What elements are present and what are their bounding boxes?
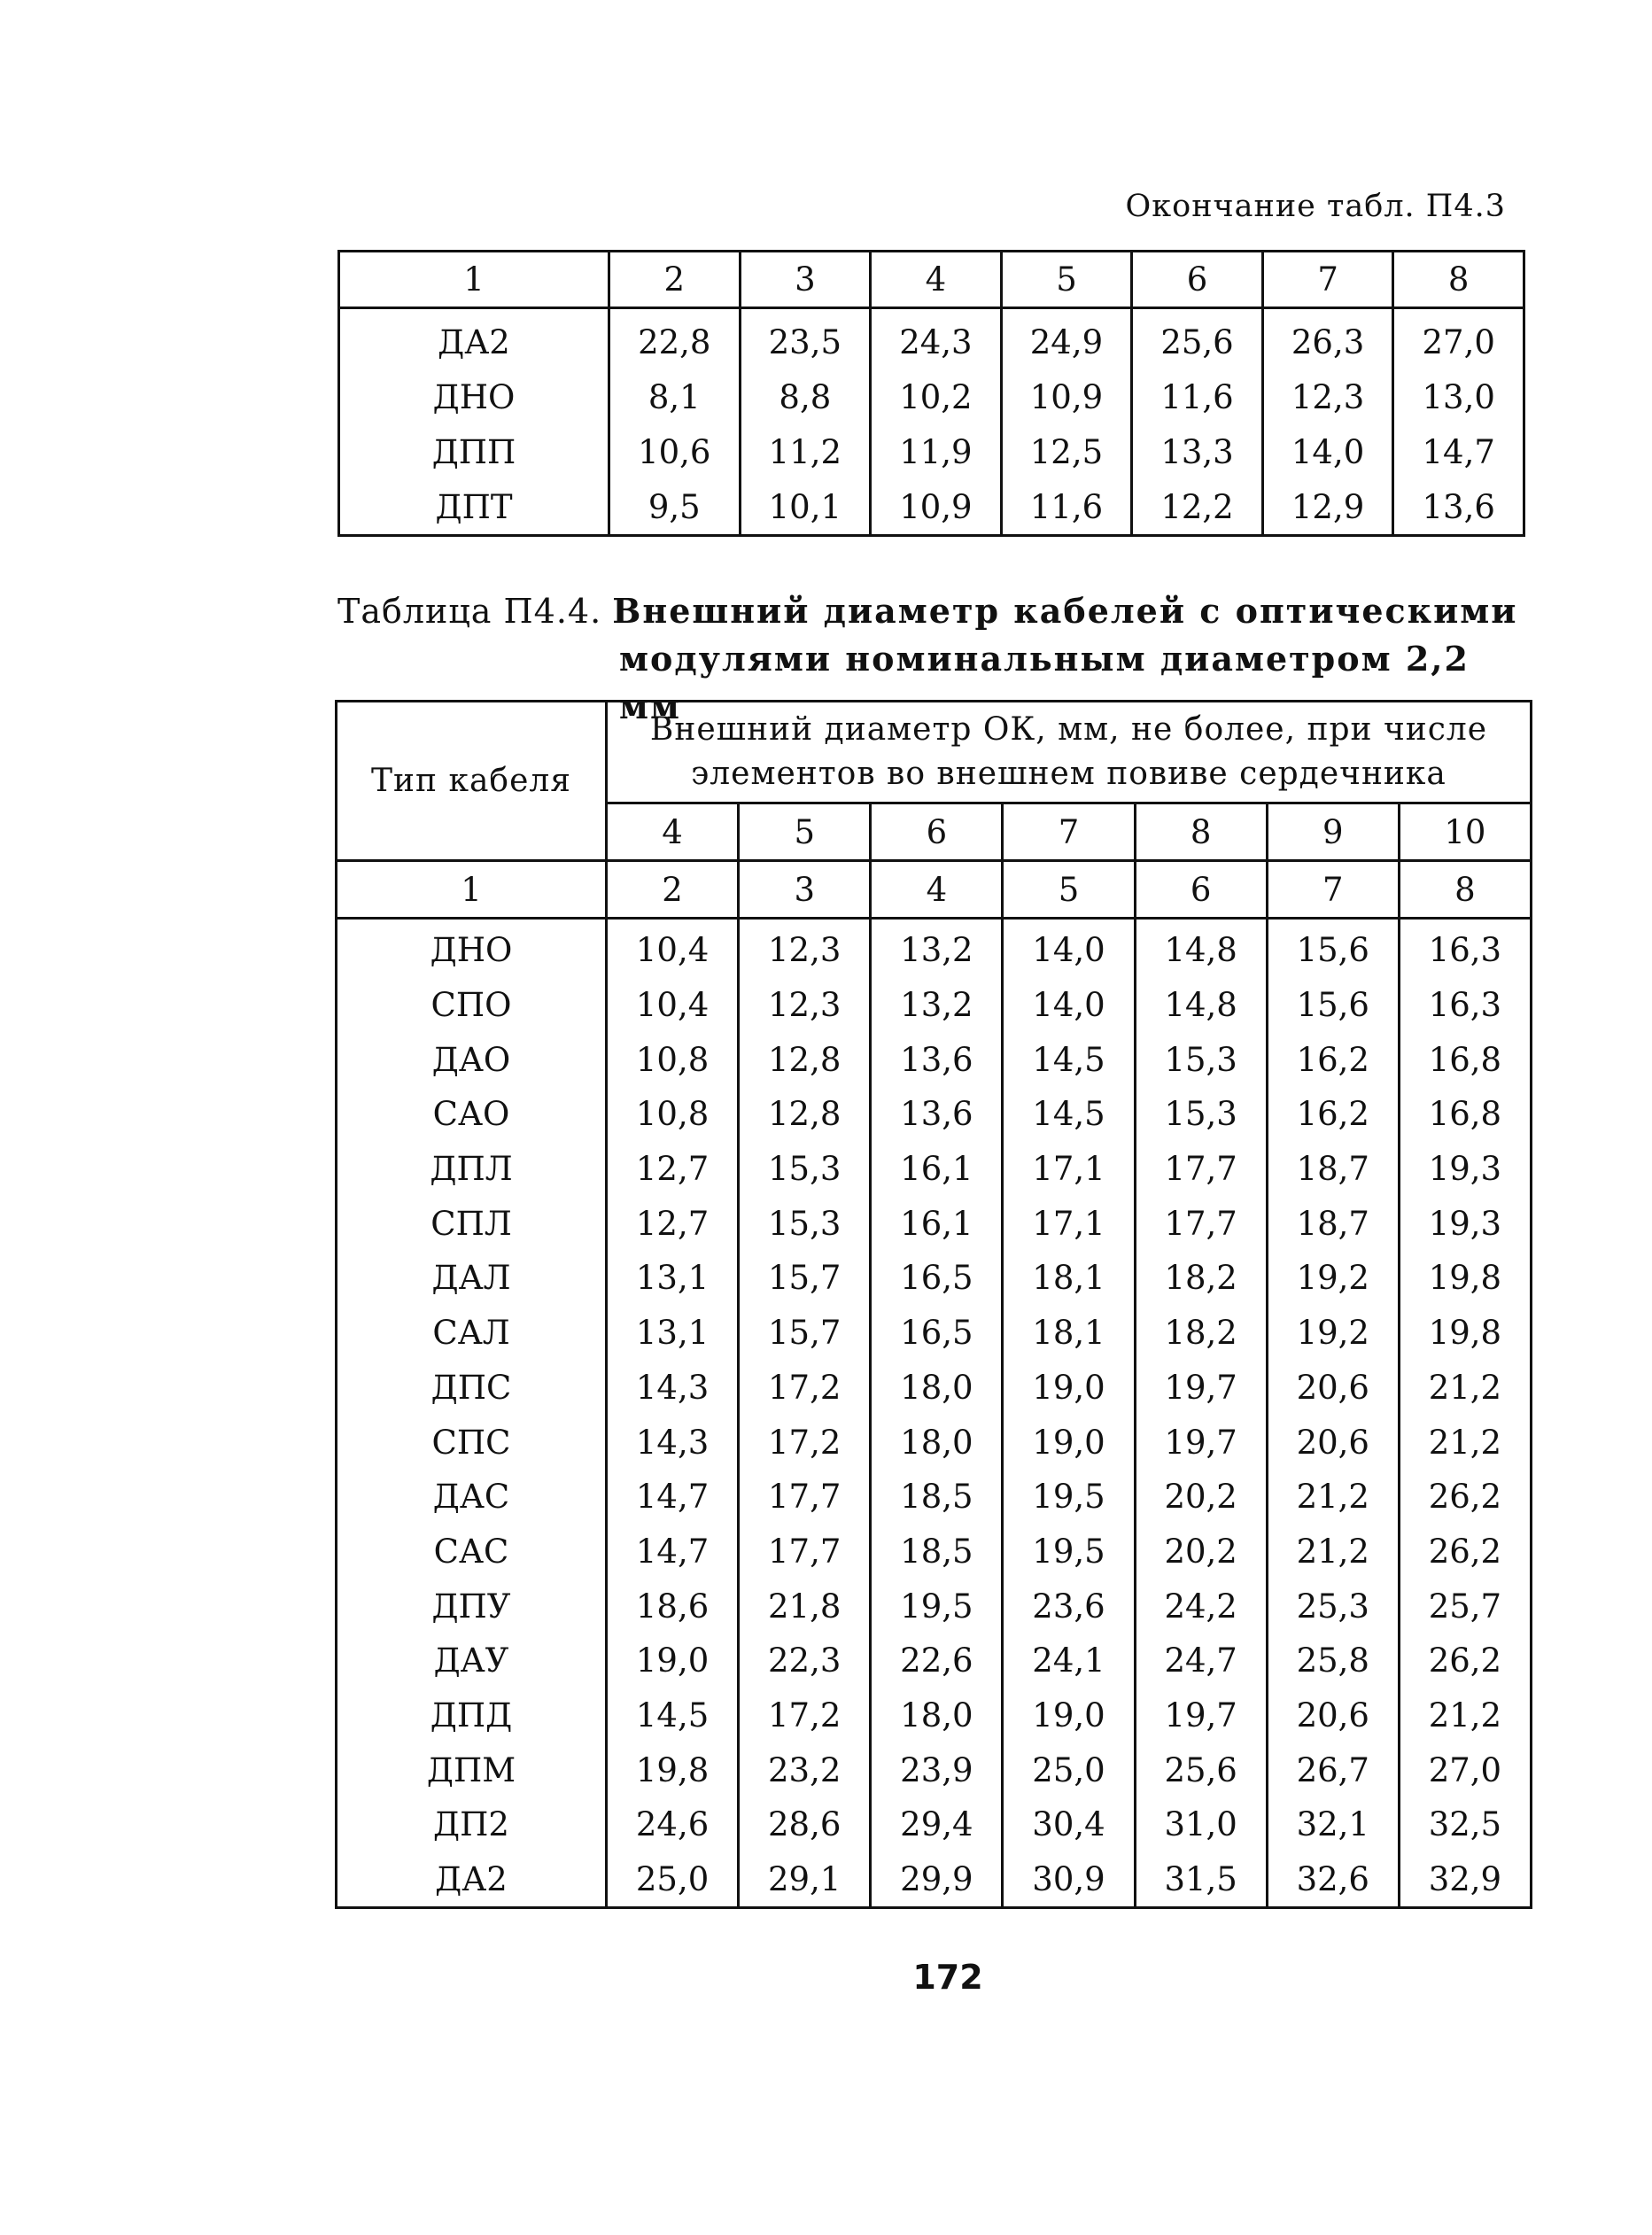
- diameter-cell: 8,8: [740, 369, 871, 424]
- diameter-cell: 14,7: [607, 1470, 739, 1525]
- diameter-cell: 19,2: [1267, 1251, 1399, 1306]
- table-row: [337, 919, 1532, 978]
- diameter-cell: 10,4: [607, 919, 739, 978]
- column-number: 1: [337, 861, 607, 919]
- cable-type-cell: САС: [337, 1525, 607, 1579]
- element-count: 5: [739, 803, 871, 861]
- diameter-cell: 22,6: [871, 1634, 1003, 1688]
- cable-type-cell: ДПТ: [339, 479, 609, 536]
- diameter-cell: 14,7: [607, 1525, 739, 1579]
- diameter-cell: 9,5: [609, 479, 741, 536]
- diameter-cell: 24,7: [1135, 1634, 1267, 1688]
- diameter-cell: 10,2: [871, 369, 1002, 424]
- diameter-cell: 25,7: [1399, 1579, 1531, 1634]
- table-row: [337, 1196, 1532, 1251]
- diameter-cell: 15,7: [739, 1306, 871, 1361]
- diameter-cell: 24,2: [1135, 1579, 1267, 1634]
- diameter-cell: 12,7: [607, 1196, 739, 1251]
- diameter-cell: 25,6: [1135, 1742, 1267, 1797]
- table-p4-4: [335, 700, 1532, 1909]
- diameter-cell: 12,2: [1132, 479, 1263, 536]
- diameter-cell: 23,2: [739, 1742, 871, 1797]
- element-count: 8: [1135, 803, 1267, 861]
- diameter-cell: 12,8: [739, 1032, 871, 1087]
- table-row: [337, 1579, 1532, 1634]
- diameter-cell: 24,3: [871, 308, 1002, 370]
- diameter-cell: 28,6: [739, 1797, 871, 1852]
- cable-type-cell: СПС: [337, 1415, 607, 1470]
- diameter-cell: 19,7: [1135, 1415, 1267, 1470]
- diameter-cell: 26,2: [1399, 1634, 1531, 1688]
- diameter-cell: 14,3: [607, 1361, 739, 1416]
- diameter-cell: 19,0: [1003, 1415, 1135, 1470]
- diameter-cell: 19,7: [1135, 1361, 1267, 1416]
- diameter-cell: 16,2: [1267, 1032, 1399, 1087]
- table-p4-3-end: [337, 250, 1525, 537]
- diameter-cell: 12,9: [1262, 479, 1393, 536]
- diameter-cell: 11,6: [1001, 479, 1132, 536]
- diameter-cell: 15,3: [1135, 1032, 1267, 1087]
- diameter-cell: 10,6: [609, 424, 741, 479]
- diameter-cell: 10,1: [740, 479, 871, 536]
- cable-type-cell: ДА2: [339, 308, 609, 370]
- diameter-cell: 11,6: [1132, 369, 1263, 424]
- diameter-cell: 14,7: [1393, 424, 1524, 479]
- diameter-cell: 17,7: [1135, 1142, 1267, 1197]
- diameter-cell: 13,3: [1132, 424, 1263, 479]
- diameter-cell: 17,1: [1003, 1196, 1135, 1251]
- diameter-cell: 12,3: [739, 919, 871, 978]
- diameter-cell: 18,0: [871, 1415, 1003, 1470]
- table-row: [337, 1634, 1532, 1688]
- diameter-cell: 12,5: [1001, 424, 1132, 479]
- diameter-cell: 23,5: [740, 308, 871, 370]
- table-row: [337, 1415, 1532, 1470]
- column-number: 7: [1267, 861, 1399, 919]
- diameter-cell: 29,1: [739, 1852, 871, 1908]
- diameter-cell: 16,3: [1399, 919, 1531, 978]
- cable-type-cell: СПЛ: [337, 1196, 607, 1251]
- diameter-cell: 18,0: [871, 1361, 1003, 1416]
- column-number: 5: [1001, 252, 1132, 308]
- diameter-cell: 32,5: [1399, 1797, 1531, 1852]
- column-number: 3: [739, 861, 871, 919]
- diameter-cell: 16,8: [1399, 1032, 1531, 1087]
- diameter-cell: 15,6: [1267, 919, 1399, 978]
- column-number: 2: [609, 252, 741, 308]
- diameter-cell: 32,1: [1267, 1797, 1399, 1852]
- diameter-cell: 24,6: [607, 1797, 739, 1852]
- table-row: [337, 1852, 1532, 1908]
- cable-type-cell: ДНО: [337, 919, 607, 978]
- diameter-cell: 29,4: [871, 1797, 1003, 1852]
- element-count: 6: [871, 803, 1003, 861]
- table-row: [337, 1361, 1532, 1416]
- diameter-cell: 18,7: [1267, 1196, 1399, 1251]
- diameter-cell: 19,3: [1399, 1196, 1531, 1251]
- diameter-cell: 22,3: [739, 1634, 871, 1688]
- diameter-cell: 23,9: [871, 1742, 1003, 1797]
- diameter-cell: 26,2: [1399, 1525, 1531, 1579]
- table-row: [337, 1797, 1532, 1852]
- diameter-cell: 13,6: [1393, 479, 1524, 536]
- diameter-cell: 23,6: [1003, 1579, 1135, 1634]
- diameter-cell: 18,1: [1003, 1251, 1135, 1306]
- cable-type-cell: ДПМ: [337, 1742, 607, 1797]
- diameter-cell: 13,0: [1393, 369, 1524, 424]
- diameter-cell: 12,3: [1262, 369, 1393, 424]
- diameter-cell: 11,9: [871, 424, 1002, 479]
- cable-type-cell: САО: [337, 1087, 607, 1142]
- diameter-cell: 29,9: [871, 1852, 1003, 1908]
- diameter-cell: 18,5: [871, 1470, 1003, 1525]
- table-row: [337, 1470, 1532, 1525]
- cable-type-cell: ДНО: [339, 369, 609, 424]
- diameter-cell: 19,8: [1399, 1306, 1531, 1361]
- diameter-cell: 30,4: [1003, 1797, 1135, 1852]
- diameter-cell: 32,9: [1399, 1852, 1531, 1908]
- table-row: [337, 1742, 1532, 1797]
- diameter-cell: 19,0: [1003, 1361, 1135, 1416]
- diameter-cell: 12,8: [739, 1087, 871, 1142]
- diameter-cell: 19,5: [871, 1579, 1003, 1634]
- column-number: 6: [1132, 252, 1263, 308]
- table-continuation-label: Окончание табл. П4.3: [1125, 189, 1506, 224]
- column-number: 2: [607, 861, 739, 919]
- diameter-cell: 16,8: [1399, 1087, 1531, 1142]
- cable-type-cell: ДПЛ: [337, 1142, 607, 1197]
- diameter-cell: 12,7: [607, 1142, 739, 1197]
- diameter-cell: 25,6: [1132, 308, 1263, 370]
- table-row: [337, 1306, 1532, 1361]
- table-row: [337, 1087, 1532, 1142]
- diameter-cell: 31,0: [1135, 1797, 1267, 1852]
- diameter-cell: 19,3: [1399, 1142, 1531, 1197]
- table-row: [337, 1525, 1532, 1579]
- diameter-cell: 15,3: [739, 1142, 871, 1197]
- diameter-cell: 14,0: [1003, 978, 1135, 1033]
- diameter-cell: 14,5: [607, 1688, 739, 1743]
- diameter-cell: 26,7: [1267, 1742, 1399, 1797]
- diameter-cell: 20,2: [1135, 1470, 1267, 1525]
- diameter-cell: 13,6: [871, 1087, 1003, 1142]
- column-header-outer-diameter: Внешний диаметр ОК, мм, не более, при числе элементов во внешнем повиве сердечника: [607, 702, 1532, 803]
- cable-type-cell: ДПС: [337, 1361, 607, 1416]
- diameter-cell: 27,0: [1399, 1742, 1531, 1797]
- cable-type-cell: ДП2: [337, 1797, 607, 1852]
- diameter-cell: 20,6: [1267, 1415, 1399, 1470]
- diameter-cell: 13,1: [607, 1306, 739, 1361]
- column-number: 8: [1393, 252, 1524, 308]
- diameter-cell: 17,1: [1003, 1142, 1135, 1197]
- diameter-cell: 20,6: [1267, 1361, 1399, 1416]
- diameter-cell: 21,2: [1267, 1525, 1399, 1579]
- diameter-cell: 14,8: [1135, 978, 1267, 1033]
- column-header-cable-type: Тип кабеля: [337, 702, 607, 861]
- element-count: 4: [607, 803, 739, 861]
- diameter-cell: 24,1: [1003, 1634, 1135, 1688]
- table-row: [337, 1032, 1532, 1087]
- diameter-cell: 14,5: [1003, 1032, 1135, 1087]
- diameter-cell: 25,8: [1267, 1634, 1399, 1688]
- diameter-cell: 25,0: [1003, 1742, 1135, 1797]
- cable-type-cell: ДАЛ: [337, 1251, 607, 1306]
- diameter-cell: 17,2: [739, 1688, 871, 1743]
- cable-type-cell: ДПД: [337, 1688, 607, 1743]
- diameter-cell: 26,2: [1399, 1470, 1531, 1525]
- cable-type-cell: ДАО: [337, 1032, 607, 1087]
- cable-type-cell: СПО: [337, 978, 607, 1033]
- diameter-cell: 13,2: [871, 919, 1003, 978]
- column-number: 5: [1003, 861, 1135, 919]
- cable-type-cell: ДПУ: [337, 1579, 607, 1634]
- diameter-cell: 20,6: [1267, 1688, 1399, 1743]
- cable-type-cell: ДПП: [339, 424, 609, 479]
- diameter-cell: 10,4: [607, 978, 739, 1033]
- diameter-cell: 21,2: [1267, 1470, 1399, 1525]
- diameter-cell: 13,2: [871, 978, 1003, 1033]
- diameter-cell: 17,2: [739, 1361, 871, 1416]
- diameter-cell: 18,1: [1003, 1306, 1135, 1361]
- diameter-cell: 20,2: [1135, 1525, 1267, 1579]
- diameter-cell: 17,2: [739, 1415, 871, 1470]
- column-number: 6: [1135, 861, 1267, 919]
- diameter-cell: 14,0: [1003, 919, 1135, 978]
- column-number: 4: [871, 252, 1002, 308]
- diameter-cell: 18,6: [607, 1579, 739, 1634]
- diameter-cell: 25,3: [1267, 1579, 1399, 1634]
- diameter-cell: 16,1: [871, 1196, 1003, 1251]
- diameter-cell: 25,0: [607, 1852, 739, 1908]
- diameter-cell: 12,3: [739, 978, 871, 1033]
- diameter-cell: 17,7: [1135, 1196, 1267, 1251]
- diameter-cell: 21,2: [1399, 1688, 1531, 1743]
- diameter-cell: 14,8: [1135, 919, 1267, 978]
- element-count: 9: [1267, 803, 1399, 861]
- column-number: 1: [339, 252, 609, 308]
- diameter-cell: 19,5: [1003, 1470, 1135, 1525]
- element-count: 10: [1399, 803, 1531, 861]
- column-number: 8: [1399, 861, 1531, 919]
- diameter-cell: 26,3: [1262, 308, 1393, 370]
- diameter-cell: 24,9: [1001, 308, 1132, 370]
- page-number: 172: [912, 1958, 983, 1997]
- diameter-cell: 19,5: [1003, 1525, 1135, 1579]
- diameter-cell: 10,9: [1001, 369, 1132, 424]
- diameter-cell: 18,7: [1267, 1142, 1399, 1197]
- cable-type-cell: ДА2: [337, 1852, 607, 1908]
- table-row: [337, 1251, 1532, 1306]
- diameter-cell: 10,8: [607, 1032, 739, 1087]
- table-title-line-2: модулями номинальным диаметром 2,2 мм: [619, 639, 1470, 726]
- diameter-cell: 15,3: [1135, 1087, 1267, 1142]
- diameter-cell: 16,5: [871, 1251, 1003, 1306]
- diameter-cell: 15,3: [739, 1196, 871, 1251]
- table-row: [339, 479, 1524, 536]
- diameter-cell: 19,8: [607, 1742, 739, 1797]
- cable-type-cell: ДАС: [337, 1470, 607, 1525]
- diameter-cell: 27,0: [1393, 308, 1524, 370]
- diameter-cell: 18,2: [1135, 1306, 1267, 1361]
- column-number-row: [337, 861, 1532, 919]
- diameter-cell: 14,3: [607, 1415, 739, 1470]
- diameter-cell: 13,1: [607, 1251, 739, 1306]
- diameter-cell: 10,8: [607, 1087, 739, 1142]
- diameter-cell: 17,7: [739, 1470, 871, 1525]
- table-title-line-1: Внешний диаметр кабелей с оптическими: [612, 591, 1518, 631]
- diameter-cell: 22,8: [609, 308, 741, 370]
- diameter-cell: 31,5: [1135, 1852, 1267, 1908]
- cable-type-cell: ДАУ: [337, 1634, 607, 1688]
- diameter-cell: 18,0: [871, 1688, 1003, 1743]
- diameter-cell: 16,3: [1399, 978, 1531, 1033]
- diameter-cell: 14,5: [1003, 1087, 1135, 1142]
- column-number: 3: [740, 252, 871, 308]
- diameter-cell: 19,0: [607, 1634, 739, 1688]
- diameter-cell: 19,0: [1003, 1688, 1135, 1743]
- table-row: [337, 1142, 1532, 1197]
- table-row: [339, 369, 1524, 424]
- table-label: Таблица П4.4.: [337, 592, 602, 631]
- table-row: [339, 424, 1524, 479]
- diameter-cell: 21,2: [1399, 1415, 1531, 1470]
- column-number: 7: [1262, 252, 1393, 308]
- diameter-cell: 18,5: [871, 1525, 1003, 1579]
- diameter-cell: 19,2: [1267, 1306, 1399, 1361]
- diameter-cell: 16,1: [871, 1142, 1003, 1197]
- diameter-cell: 18,2: [1135, 1251, 1267, 1306]
- diameter-cell: 10,9: [871, 479, 1002, 536]
- diameter-cell: 15,7: [739, 1251, 871, 1306]
- diameter-cell: 16,5: [871, 1306, 1003, 1361]
- diameter-cell: 16,2: [1267, 1087, 1399, 1142]
- cable-type-cell: САЛ: [337, 1306, 607, 1361]
- table-row: [339, 308, 1524, 370]
- column-number: 4: [871, 861, 1003, 919]
- diameter-cell: 14,0: [1262, 424, 1393, 479]
- diameter-cell: 21,2: [1399, 1361, 1531, 1416]
- column-number-row: [339, 252, 1524, 308]
- diameter-cell: 19,7: [1135, 1688, 1267, 1743]
- diameter-cell: 11,2: [740, 424, 871, 479]
- diameter-cell: 19,8: [1399, 1251, 1531, 1306]
- element-count: 7: [1003, 803, 1135, 861]
- table-row: [337, 978, 1532, 1033]
- diameter-cell: 13,6: [871, 1032, 1003, 1087]
- diameter-cell: 30,9: [1003, 1852, 1135, 1908]
- table-row: [337, 1688, 1532, 1743]
- diameter-cell: 17,7: [739, 1525, 871, 1579]
- diameter-cell: 8,1: [609, 369, 741, 424]
- diameter-cell: 32,6: [1267, 1852, 1399, 1908]
- diameter-cell: 15,6: [1267, 978, 1399, 1033]
- diameter-cell: 21,8: [739, 1579, 871, 1634]
